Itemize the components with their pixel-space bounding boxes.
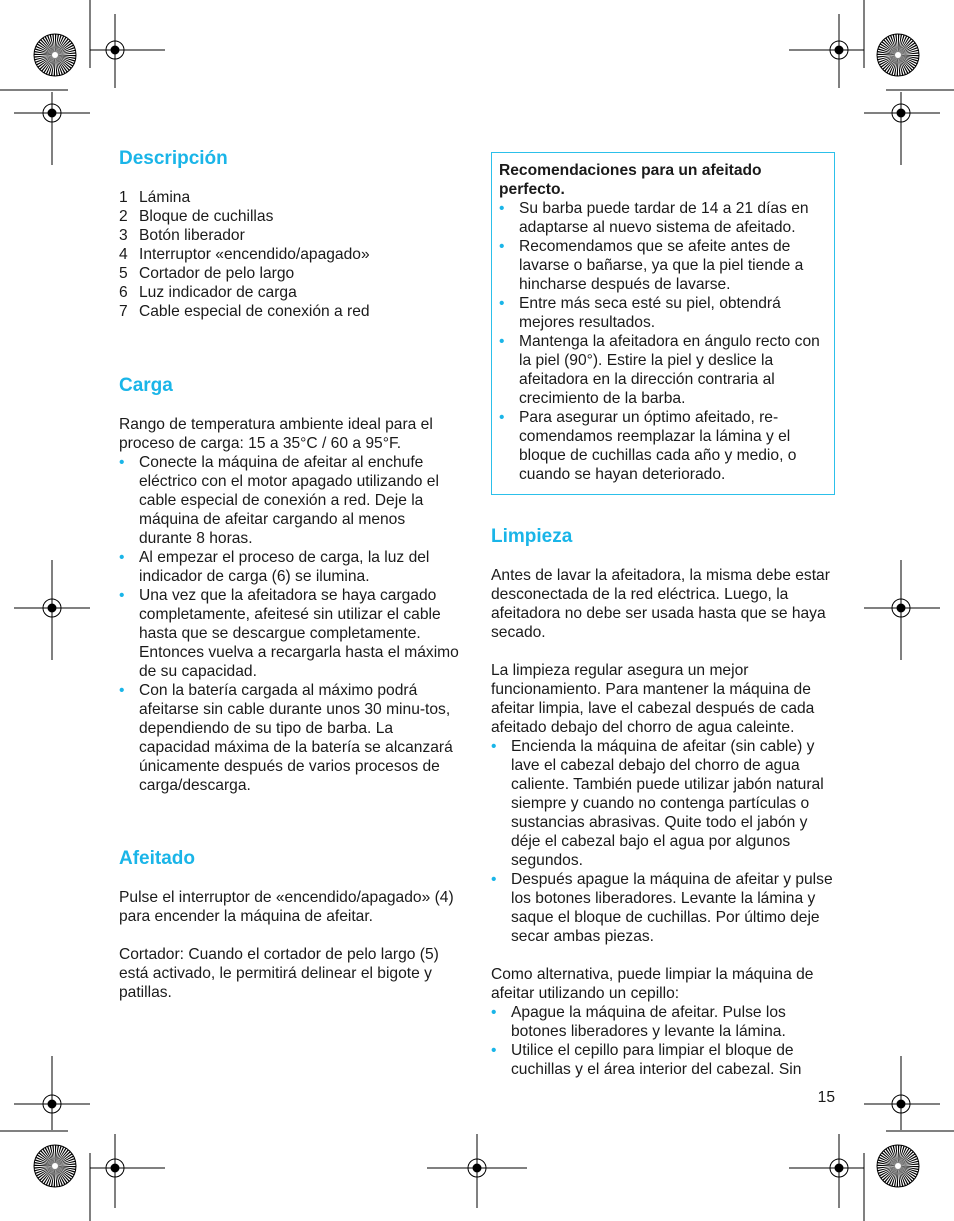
- sunburst-ray: [34, 1165, 55, 1166]
- list-item: 5 Cortador de pelo largo: [119, 265, 295, 282]
- sunburst-ray: [881, 1166, 898, 1179]
- sunburst-ray: [898, 34, 899, 55]
- sunburst-ray: [55, 1148, 67, 1166]
- heading-carga: Carga: [119, 375, 173, 396]
- sunburst-ray: [898, 55, 916, 67]
- page-number: 15: [817, 1089, 835, 1106]
- sunburst-ray: [881, 1152, 898, 1166]
- sunburst-ray: [55, 47, 75, 55]
- sunburst-ray: [898, 55, 915, 69]
- sunburst-ray: [55, 1166, 74, 1175]
- sunburst-ray: [55, 1166, 72, 1180]
- sunburst-ray: [891, 1166, 898, 1186]
- list-item: 3 Botón liberador: [119, 227, 245, 244]
- sunburst-ray: [898, 1166, 906, 1186]
- sunburst-ray: [50, 1145, 55, 1166]
- list-item: • Apague la máquina de afeitar. Pulse los botones liberadores y levante la lámina.: [491, 1004, 786, 1040]
- sunburst-ray: [34, 1166, 55, 1169]
- sunburst-ray: [894, 55, 898, 76]
- crosshair-icon: [892, 599, 910, 617]
- sunburst-ray: [55, 1166, 76, 1170]
- sunburst-ray: [898, 1166, 901, 1187]
- sunburst-ray: [38, 41, 55, 55]
- crosshair-icon: [106, 41, 124, 59]
- list-item: • Para asegurar un óptimo afeitado, re-comendamos reemplazar la lámina y el bloque de cuchillas cada año y medio, o cuando se hayan deteriorado.: [499, 409, 797, 483]
- afeitado-p2: Cortador: Cuando el cortador de pelo largo (5) está activado, le permitirá delinear el bigote y patillas.: [119, 946, 439, 1001]
- sunburst-ray: [898, 55, 906, 75]
- sunburst-ray: [34, 55, 55, 60]
- sunburst-icon: [34, 1145, 76, 1187]
- sunburst-ray: [888, 36, 899, 55]
- sunburst-ray: [898, 55, 901, 76]
- sunburst-ray: [54, 55, 55, 76]
- sunburst-ray: [898, 1147, 907, 1166]
- sunburst-ray: [55, 34, 56, 55]
- sunburst-ray: [55, 55, 72, 69]
- sunburst-ray: [42, 38, 55, 55]
- sunburst-icon: [877, 1145, 919, 1187]
- crosshair-icon: [43, 599, 61, 617]
- sunburst-ray: [34, 1162, 55, 1166]
- crosshair-center-icon: [897, 1100, 905, 1108]
- sunburst-ray: [898, 1166, 915, 1180]
- sunburst-ray: [883, 39, 898, 55]
- sunburst-ray: [34, 54, 55, 55]
- sunburst-ray: [41, 1166, 55, 1183]
- sunburst-ray: [38, 1152, 55, 1166]
- sunburst-ray: [55, 1166, 75, 1173]
- sunburst-ray: [42, 1149, 55, 1166]
- sunburst-ray: [898, 50, 919, 55]
- sunburst-ray: [879, 1157, 898, 1166]
- sunburst-ray: [35, 48, 55, 55]
- sunburst-ray: [895, 1145, 898, 1166]
- sunburst-ray: [55, 55, 66, 74]
- sunburst-ray: [55, 55, 76, 56]
- sunburst-ray: [881, 55, 898, 68]
- left-column: [119, 148, 461, 321]
- sunburst-ray: [898, 37, 910, 55]
- list-item: 2 Bloque de cuchillas: [119, 208, 274, 225]
- crosshair-center-icon: [48, 604, 56, 612]
- crosshair-center-icon: [473, 1164, 481, 1172]
- list-item: • Encienda la máquina de afeitar (sin cable) y lave el cabezal debajo del chorro de agua caliente. También puede utilizar jabón natural siempre y cuando no contenga partículas o sustancias abrasivas. Quite todo el jabón y déje el cabezal bajo el agua por algunos segundos.: [491, 738, 824, 869]
- crosshair-icon: [43, 104, 61, 122]
- list-item: • Entre más seca esté su piel, obtendrá mejores resultados.: [499, 295, 781, 331]
- sunburst-ray: [52, 1145, 55, 1166]
- sunburst-icon: [877, 34, 919, 76]
- sunburst-ray: [898, 45, 917, 56]
- sunburst-ray: [55, 45, 74, 56]
- sunburst-ray: [898, 1166, 911, 1183]
- sunburst-ray: [35, 55, 55, 63]
- sunburst-ray: [878, 1159, 898, 1166]
- sunburst-ray: [898, 55, 913, 71]
- list-item: 1 Lámina: [119, 189, 191, 206]
- sunburst-ray: [877, 55, 898, 58]
- sunburst-ray: [40, 1150, 55, 1166]
- sunburst-ray: [37, 43, 55, 55]
- sunburst-ray: [55, 1158, 75, 1166]
- sunburst-ray: [48, 1166, 55, 1186]
- crosshair-center-icon: [48, 1100, 56, 1108]
- list-item: 7 Cable especial de conexión a red: [119, 303, 370, 320]
- sunburst-ray: [898, 55, 917, 64]
- sunburst-ray: [55, 1145, 59, 1166]
- sunburst-ray: [35, 1159, 55, 1166]
- sunburst-ray: [885, 1149, 898, 1166]
- sunburst-ray: [36, 55, 55, 66]
- sunburst-ray: [886, 55, 898, 73]
- sunburst-ray: [890, 1146, 898, 1166]
- sunburst-ray: [879, 55, 898, 66]
- sunburst-ray: [55, 1145, 56, 1166]
- sunburst-ray: [37, 1154, 55, 1166]
- sunburst-ray: [55, 55, 73, 67]
- sunburst-ray: [883, 1150, 898, 1166]
- list-item: • Su barba puede tardar de 14 a 21 días en adaptarse al nuevo sistema de afeitado.: [499, 200, 809, 236]
- sunburst-ray: [55, 50, 76, 55]
- sunburst-ray: [898, 1145, 902, 1166]
- sunburst-ray: [898, 1166, 917, 1175]
- sunburst-ray: [891, 55, 898, 75]
- sunburst-ray: [40, 39, 55, 55]
- sunburst-ray: [893, 1145, 898, 1166]
- sunburst-ray: [898, 42, 915, 55]
- sunburst-ray: [898, 38, 912, 55]
- carga-intro: Rango de temperatura ambiente ideal para el proceso de carga: 15 a 35°C / 60 a 95°F.: [119, 416, 433, 452]
- sunburst-center: [52, 52, 58, 58]
- crosshair-center-icon: [48, 109, 56, 117]
- sunburst-ray: [55, 1153, 72, 1166]
- crosshair-center-icon: [111, 1164, 119, 1172]
- sunburst-ray: [55, 40, 71, 55]
- sunburst-ray: [47, 35, 55, 55]
- sunburst-ray: [54, 1166, 55, 1187]
- sunburst-icon: [34, 34, 76, 76]
- sunburst-ray: [898, 1166, 916, 1178]
- section-limpieza: [491, 526, 836, 1079]
- crosshair-icon: [830, 1159, 848, 1177]
- sunburst-ray: [877, 51, 898, 55]
- sunburst-ray: [55, 55, 75, 62]
- limpieza-bullets-1: [491, 737, 836, 946]
- sunburst-ray: [46, 1166, 55, 1185]
- sunburst-ray: [898, 36, 907, 55]
- sunburst-ray: [55, 1166, 68, 1183]
- sunburst-ray: [36, 1157, 55, 1166]
- sunburst-ray: [36, 46, 55, 55]
- list-item: • Con la batería cargada al máximo podrá afeitarse sin cable durante unos 30 minu-tos, dependiendo de su tipo de barba. La capacidad máxima de la batería se alcanzará únicamente después de varios procesos de carga/descarga.: [119, 682, 453, 794]
- sunburst-ray: [55, 1166, 66, 1185]
- limpieza-bullets-2: [491, 1003, 836, 1079]
- crosshair-icon: [830, 41, 848, 59]
- list-item: • Al empezar el proceso de carga, la luz del indicador de carga (6) se ilumina.: [119, 549, 430, 585]
- sunburst-ray: [877, 55, 898, 60]
- sunburst-ray: [55, 55, 70, 71]
- sunburst-ray: [880, 1154, 898, 1166]
- sunburst-ray: [898, 55, 919, 56]
- sunburst-ray: [879, 46, 898, 55]
- sunburst-ray: [55, 1166, 73, 1178]
- list-item: • Conecte la máquina de afeitar al enchufe eléctrico con el motor apagado utilizando el cable especial de conexión a red. Deje la máquina de afeitar cargando al menos durante 8 horas.: [119, 454, 439, 547]
- crosshair-icon: [468, 1159, 486, 1177]
- sunburst-ray: [897, 1166, 898, 1187]
- sunburst-ray: [898, 1153, 915, 1166]
- sunburst-ray: [898, 1161, 919, 1166]
- list-item: • Recomendamos que se afeite antes de lavarse o bañarse, ya que la piel tiende a hincharse después de lavarse.: [499, 238, 804, 293]
- sunburst-center: [895, 1163, 901, 1169]
- sunburst-ray: [898, 35, 905, 55]
- sunburst-ray: [884, 55, 898, 72]
- sunburst-ray: [55, 55, 68, 72]
- sunburst-ray: [55, 1166, 70, 1182]
- sunburst-ray: [898, 52, 919, 55]
- sunburst-ray: [893, 34, 898, 55]
- sunburst-ray: [55, 1151, 71, 1166]
- sunburst-ray: [38, 55, 55, 68]
- sunburst-ray: [898, 40, 914, 55]
- list-item: • Después apague la máquina de afeitar y pulse los botones liberadores. Levante la lámina y saque el bloque de cuchillas. Por último deje secar ambas piezas.: [491, 871, 833, 945]
- sunburst-ray: [36, 1166, 55, 1177]
- sunburst-ray: [881, 41, 898, 55]
- sunburst-ray: [55, 34, 59, 55]
- sunburst-ray: [55, 1146, 62, 1166]
- sunburst-ray: [898, 55, 903, 76]
- sunburst-ray: [898, 1163, 919, 1166]
- sunburst-ray: [38, 1166, 55, 1179]
- sunburst-ray: [886, 1166, 898, 1184]
- crosshair-center-icon: [835, 46, 843, 54]
- sunburst-ray: [878, 55, 898, 63]
- recommendations-box: [491, 152, 835, 495]
- crosshair-center-icon: [897, 109, 905, 117]
- sunburst-ray: [895, 34, 898, 55]
- sunburst-ray: [41, 55, 55, 72]
- sunburst-ray: [877, 1165, 898, 1166]
- sunburst-ray: [898, 1166, 919, 1167]
- sunburst-ray: [885, 38, 898, 55]
- sunburst-ray: [898, 55, 919, 59]
- sunburst-ray: [55, 1149, 69, 1166]
- sunburst-ray: [55, 36, 64, 55]
- sunburst-ray: [877, 1166, 898, 1169]
- box-bullets: [499, 199, 827, 484]
- sunburst-ray: [879, 1166, 898, 1177]
- crosshair-icon: [106, 1159, 124, 1177]
- sunburst-ray: [889, 1166, 898, 1185]
- sunburst-ray: [55, 1166, 60, 1187]
- sunburst-ray: [898, 1156, 917, 1167]
- sunburst-ray: [55, 1161, 76, 1166]
- sunburst-ray: [890, 35, 898, 55]
- list-item: 6 Luz indicador de carga: [119, 284, 297, 301]
- sunburst-ray: [55, 1166, 76, 1167]
- sunburst-ray: [52, 34, 55, 55]
- sunburst-ray: [898, 34, 902, 55]
- sunburst-ray: [894, 1166, 898, 1187]
- sunburst-ray: [43, 55, 55, 73]
- sunburst-ray: [51, 55, 55, 76]
- sunburst-ray: [39, 1166, 55, 1181]
- sunburst-ray: [898, 1145, 899, 1166]
- sunburst-ray: [898, 1149, 912, 1166]
- limpieza-p2: La limpieza regular asegura un mejor funcionamiento. Para mantener la máquina de afeitar limpia, lave el cabezal después de cada afeitado debajo del chorro de agua caleinte.: [491, 662, 815, 736]
- heading-limpieza: Limpieza: [491, 526, 573, 547]
- carga-bullets: [119, 453, 461, 795]
- sunburst-center: [52, 1163, 58, 1169]
- sunburst-ray: [897, 55, 898, 76]
- sunburst-ray: [55, 37, 67, 55]
- sunburst-ray: [34, 1166, 55, 1171]
- sunburst-ray: [882, 55, 898, 70]
- limpieza-p3: Como alternativa, puede limpiar la máquina de afeitar utilizando un cepillo:: [491, 966, 814, 1002]
- sunburst-ray: [878, 1166, 898, 1174]
- sunburst-ray: [55, 1147, 64, 1166]
- sunburst-ray: [35, 1166, 55, 1174]
- sunburst-ray: [48, 55, 55, 75]
- sunburst-ray: [898, 55, 911, 72]
- sunburst-ray: [51, 1166, 55, 1187]
- sunburst-ray: [889, 55, 898, 74]
- sunburst-ray: [45, 1147, 56, 1166]
- sunburst-ray: [877, 1166, 898, 1171]
- sunburst-ray: [877, 1162, 898, 1166]
- sunburst-ray: [55, 52, 76, 55]
- crosshair-center-icon: [111, 46, 119, 54]
- parts-list: [119, 188, 461, 321]
- sunburst-ray: [898, 1166, 909, 1185]
- sunburst-ray: [55, 1156, 74, 1167]
- limpieza-p1: Antes de lavar la afeitadora, la misma debe estar desconectada de la red eléctrica. Luego, la afeitadora no debe ser usada hasta que se haya secado.: [491, 567, 830, 641]
- sunburst-ray: [43, 1166, 55, 1184]
- section-carga: [119, 375, 461, 795]
- sunburst-ray: [55, 55, 60, 76]
- sunburst-ray: [898, 55, 918, 62]
- sunburst-ray: [898, 1166, 913, 1182]
- afeitado-p1: Pulse el interruptor de «encendido/apagado» (4) para encender la máquina de afeitar.: [119, 889, 454, 925]
- box-title: Recomendaciones para un afeitado perfecto.: [499, 162, 762, 198]
- sunburst-ray: [55, 55, 76, 59]
- list-item: • Mantenga la afeitadora en ángulo recto con la piel (90°). Estire la piel y deslice la afeitadora en la dirección contraria al crecimiento de la barba.: [499, 333, 820, 407]
- section-afeitado: [119, 848, 461, 1002]
- sunburst-ray: [46, 55, 55, 74]
- list-item: • Utilice el cepillo para limpiar el bloque de cuchillas y el área interior del cabezal. Sin: [491, 1042, 802, 1078]
- sunburst-ray: [55, 42, 72, 55]
- sunburst-ray: [898, 1166, 903, 1187]
- sunburst-ray: [898, 1151, 914, 1166]
- sunburst-ray: [55, 35, 62, 55]
- sunburst-ray: [880, 43, 898, 55]
- sunburst-ray: [55, 55, 58, 76]
- sunburst-ray: [898, 47, 918, 55]
- sunburst-ray: [877, 54, 898, 55]
- crosshair-icon: [892, 104, 910, 122]
- list-item: 4 Interruptor «encendido/apagado»: [119, 246, 370, 263]
- sunburst-ray: [882, 1166, 898, 1181]
- crosshair-icon: [892, 1095, 910, 1113]
- sunburst-center: [895, 52, 901, 58]
- crosshair-center-icon: [897, 604, 905, 612]
- crosshair-icon: [43, 1095, 61, 1113]
- sunburst-ray: [55, 55, 74, 64]
- sunburst-ray: [898, 1166, 919, 1170]
- sunburst-ray: [55, 1166, 58, 1187]
- heading-afeitado: Afeitado: [119, 848, 195, 869]
- sunburst-ray: [39, 55, 55, 70]
- sunburst-ray: [898, 1166, 918, 1173]
- sunburst-ray: [898, 55, 909, 74]
- sunburst-ray: [47, 1146, 55, 1166]
- sunburst-ray: [50, 34, 55, 55]
- sunburst-ray: [898, 1148, 910, 1166]
- crosshair-center-icon: [835, 1164, 843, 1172]
- sunburst-ray: [898, 1158, 918, 1166]
- sunburst-ray: [884, 1166, 898, 1183]
- sunburst-ray: [878, 48, 898, 55]
- sunburst-ray: [45, 36, 56, 55]
- sunburst-ray: [888, 1147, 899, 1166]
- sunburst-ray: [55, 38, 69, 55]
- sunburst-ray: [898, 1146, 905, 1166]
- sunburst-ray: [34, 55, 55, 58]
- sunburst-ray: [55, 1163, 76, 1166]
- sunburst-ray: [34, 51, 55, 55]
- sunburst-ray: [55, 55, 63, 75]
- list-item: • Una vez que la afeitadora se haya cargado completamente, afeitesé sin utilizar el cable hasta que se descargue completamente. Entonces vuelva a recargarla hasta el máximo de su capacidad.: [119, 587, 459, 680]
- heading-descripcion: Descripción: [119, 148, 228, 169]
- sunburst-ray: [55, 1166, 63, 1186]
